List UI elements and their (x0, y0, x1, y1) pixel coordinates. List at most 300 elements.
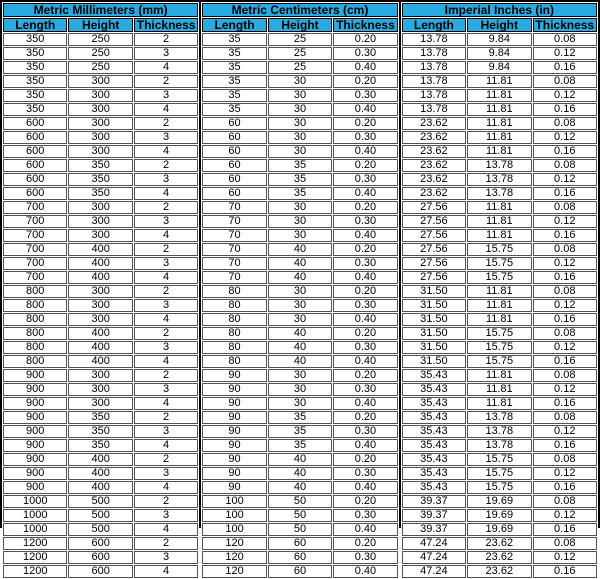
table-cell: 31.50 (402, 341, 466, 354)
table-cell: 2 (134, 537, 198, 550)
table-cell: 0.12 (533, 257, 597, 270)
table-cell: 900 (3, 467, 67, 480)
group-table-cm (201, 2, 398, 579)
table-row (202, 215, 397, 228)
column-header-cm-thickness: Thickness (333, 18, 397, 32)
table-row (202, 89, 397, 102)
table-row (402, 425, 597, 438)
table-cell: 0.30 (333, 299, 397, 312)
table-groups (2, 2, 598, 577)
table-cell: 70 (202, 257, 266, 270)
table-row (3, 229, 198, 242)
table-row (202, 383, 397, 396)
table-cell: 90 (202, 397, 266, 410)
table-cell: 13.78 (467, 159, 531, 172)
table-cell: 40 (268, 355, 332, 368)
table-cell: 0.20 (333, 327, 397, 340)
table-cell: 800 (3, 299, 67, 312)
table-cell: 80 (202, 355, 266, 368)
table-cell: 0.12 (533, 299, 597, 312)
table-row (402, 411, 597, 424)
table-row (402, 243, 597, 256)
group-title-in: Imperial Inches (in) (402, 3, 597, 17)
table-cell: 0.40 (333, 145, 397, 158)
table-row (402, 257, 597, 270)
table-cell: 400 (68, 257, 132, 270)
table-cell: 0.20 (333, 537, 397, 550)
table-row (3, 481, 198, 494)
table-cell: 350 (68, 173, 132, 186)
table-cell: 100 (202, 523, 266, 536)
table-cell: 0.16 (533, 145, 597, 158)
column-header-mm-height: Height (68, 18, 132, 32)
table-row (3, 243, 198, 256)
table-cell: 4 (134, 103, 198, 116)
table-cell: 2 (134, 411, 198, 424)
table-cell: 500 (68, 509, 132, 522)
table-cell: 13.78 (402, 103, 466, 116)
table-row (3, 131, 198, 144)
table-cell: 35.43 (402, 397, 466, 410)
table-row (3, 145, 198, 158)
table-cell: 2 (134, 159, 198, 172)
table-row (3, 285, 198, 298)
table-cell: 11.81 (467, 383, 531, 396)
table-cell: 60 (202, 187, 266, 200)
table-cell: 50 (268, 523, 332, 536)
table-cell: 600 (3, 145, 67, 158)
table-cell: 0.40 (333, 355, 397, 368)
table-cell: 27.56 (402, 243, 466, 256)
table-cell: 11.81 (467, 285, 531, 298)
table-cell: 35 (268, 425, 332, 438)
table-cell: 2 (134, 327, 198, 340)
table-cell: 900 (3, 397, 67, 410)
table-cell: 13.78 (467, 173, 531, 186)
table-row (402, 495, 597, 508)
table-cell: 50 (268, 495, 332, 508)
table-row (3, 369, 198, 382)
table-cell: 300 (68, 397, 132, 410)
table-cell: 2 (134, 453, 198, 466)
table-row (402, 201, 597, 214)
table-cell: 300 (68, 201, 132, 214)
table-cell: 1000 (3, 495, 67, 508)
table-cell: 11.81 (467, 313, 531, 326)
table-cell: 350 (3, 61, 67, 74)
table-cell: 39.37 (402, 523, 466, 536)
table-row (3, 47, 198, 60)
table-cell: 0.08 (533, 453, 597, 466)
table-cell: 60 (268, 551, 332, 564)
table-cell: 30 (268, 145, 332, 158)
table-cell: 300 (68, 131, 132, 144)
table-row (3, 215, 198, 228)
table-row (402, 439, 597, 452)
table-row (402, 61, 597, 74)
table-cell: 800 (3, 327, 67, 340)
table-row (202, 369, 397, 382)
table-cell: 70 (202, 201, 266, 214)
table-cell: 30 (268, 313, 332, 326)
table-cell: 900 (3, 383, 67, 396)
table-row (3, 75, 198, 88)
table-cell: 300 (68, 229, 132, 242)
table-cell: 40 (268, 341, 332, 354)
table-cell: 400 (68, 327, 132, 340)
table-cell: 0.20 (333, 495, 397, 508)
table-cell: 2 (134, 75, 198, 88)
table-cell: 1200 (3, 565, 67, 578)
table-cell: 0.20 (333, 243, 397, 256)
table-cell: 47.24 (402, 565, 466, 578)
table-cell: 0.40 (333, 271, 397, 284)
table-row (202, 523, 397, 536)
table-cell: 30 (268, 299, 332, 312)
table-row (402, 75, 597, 88)
table-cell: 120 (202, 551, 266, 564)
table-cell: 0.30 (333, 257, 397, 270)
table-cell: 700 (3, 257, 67, 270)
table-row (402, 467, 597, 480)
table-cell: 30 (268, 285, 332, 298)
table-cell: 0.40 (333, 229, 397, 242)
table-row (402, 89, 597, 102)
table-row (202, 341, 397, 354)
table-cell: 0.40 (333, 565, 397, 578)
table-cell: 11.81 (467, 229, 531, 242)
table-cell: 500 (68, 495, 132, 508)
table-row (402, 145, 597, 158)
table-cell: 3 (134, 509, 198, 522)
table-cell: 11.81 (467, 299, 531, 312)
table-cell: 0.16 (533, 103, 597, 116)
table-cell: 4 (134, 523, 198, 536)
table-cell: 700 (3, 229, 67, 242)
table-cell: 90 (202, 383, 266, 396)
table-row (3, 61, 198, 74)
table-row (202, 75, 397, 88)
table-cell: 30 (268, 89, 332, 102)
table-cell: 3 (134, 551, 198, 564)
table-row (402, 509, 597, 522)
table-cell: 0.12 (533, 383, 597, 396)
table-row (3, 341, 198, 354)
table-cell: 600 (3, 187, 67, 200)
table-cell: 4 (134, 145, 198, 158)
table-cell: 11.81 (467, 117, 531, 130)
table-row (3, 103, 198, 116)
table-row (3, 299, 198, 312)
table-cell: 1000 (3, 509, 67, 522)
table-cell: 100 (202, 509, 266, 522)
table-cell: 31.50 (402, 299, 466, 312)
table-cell: 40 (268, 467, 332, 480)
table-row (402, 453, 597, 466)
table-cell: 3 (134, 299, 198, 312)
table-cell: 3 (134, 89, 198, 102)
table-cell: 400 (68, 355, 132, 368)
table-row (402, 313, 597, 326)
table-cell: 19.69 (467, 509, 531, 522)
table-cell: 27.56 (402, 271, 466, 284)
table-cell: 0.12 (533, 425, 597, 438)
table-row (202, 565, 397, 578)
table-row (402, 131, 597, 144)
table-cell: 0.40 (333, 103, 397, 116)
table-cell: 0.16 (533, 355, 597, 368)
table-row (202, 117, 397, 130)
table-cell: 23.62 (402, 173, 466, 186)
table-cell: 0.08 (533, 537, 597, 550)
table-cell: 400 (68, 453, 132, 466)
table-cell: 0.30 (333, 173, 397, 186)
table-cell: 60 (202, 159, 266, 172)
table-row (402, 341, 597, 354)
table-cell: 700 (3, 243, 67, 256)
table-cell: 60 (202, 131, 266, 144)
table-row (402, 383, 597, 396)
table-row (402, 173, 597, 186)
table-cell: 800 (3, 341, 67, 354)
table-row (202, 201, 397, 214)
table-cell: 11.81 (467, 369, 531, 382)
table-cell: 0.40 (333, 313, 397, 326)
table-cell: 11.81 (467, 89, 531, 102)
table-row (3, 551, 198, 564)
table-cell: 30 (268, 397, 332, 410)
table-row (3, 257, 198, 270)
table-row (3, 509, 198, 522)
table-row (402, 327, 597, 340)
table-cell: 600 (3, 173, 67, 186)
table-cell: 23.62 (467, 565, 531, 578)
table-cell: 0.12 (533, 215, 597, 228)
table-cell: 0.08 (533, 369, 597, 382)
group-title-mm: Metric Millimeters (mm) (3, 3, 198, 17)
table-row (202, 187, 397, 200)
table-cell: 80 (202, 285, 266, 298)
table-cell: 25 (268, 47, 332, 60)
table-cell: 4 (134, 355, 198, 368)
table-cell: 4 (134, 229, 198, 242)
table-cell: 0.30 (333, 551, 397, 564)
table-cell: 1200 (3, 537, 67, 550)
table-cell: 23.62 (467, 551, 531, 564)
table-row (402, 47, 597, 60)
table-cell: 300 (68, 383, 132, 396)
table-cell: 15.75 (467, 327, 531, 340)
group-table-in (401, 2, 598, 579)
table-cell: 600 (3, 117, 67, 130)
table-cell: 3 (134, 257, 198, 270)
table-row (3, 313, 198, 326)
table-cell: 3 (134, 383, 198, 396)
table-cell: 400 (68, 467, 132, 480)
table-cell: 11.81 (467, 103, 531, 116)
table-row (3, 383, 198, 396)
table-cell: 35 (268, 411, 332, 424)
table-cell: 90 (202, 467, 266, 480)
table-row (402, 159, 597, 172)
table-cell: 900 (3, 439, 67, 452)
table-cell: 60 (202, 173, 266, 186)
table-cell: 35.43 (402, 481, 466, 494)
group-title-cm: Metric Centimeters (cm) (202, 3, 397, 17)
table-cell: 90 (202, 453, 266, 466)
table-cell: 0.08 (533, 327, 597, 340)
table-cell: 0.20 (333, 369, 397, 382)
table-cell: 25 (268, 61, 332, 74)
table-row (202, 159, 397, 172)
table-cell: 15.75 (467, 355, 531, 368)
table-cell: 0.16 (533, 565, 597, 578)
table-cell: 0.08 (533, 75, 597, 88)
table-cell: 100 (202, 495, 266, 508)
table-row (3, 89, 198, 102)
table-cell: 13.78 (402, 61, 466, 74)
table-cell: 31.50 (402, 355, 466, 368)
table-cell: 0.16 (533, 313, 597, 326)
table-cell: 350 (3, 75, 67, 88)
table-cell: 35 (268, 439, 332, 452)
table-cell: 35 (202, 89, 266, 102)
table-cell: 40 (268, 257, 332, 270)
table-row (202, 131, 397, 144)
table-row (202, 439, 397, 452)
table-row (402, 285, 597, 298)
table-cell: 900 (3, 411, 67, 424)
table-row (202, 173, 397, 186)
table-cell: 19.69 (467, 495, 531, 508)
table-row (402, 551, 597, 564)
table-cell: 350 (68, 439, 132, 452)
table-row (3, 537, 198, 550)
table-cell: 0.08 (533, 243, 597, 256)
table-cell: 39.37 (402, 509, 466, 522)
table-cell: 0.08 (533, 159, 597, 172)
table-row (202, 229, 397, 242)
table-cell: 70 (202, 229, 266, 242)
table-cell: 4 (134, 271, 198, 284)
table-cell: 35.43 (402, 467, 466, 480)
table-cell: 31.50 (402, 313, 466, 326)
table-cell: 800 (3, 313, 67, 326)
column-header-in-thickness: Thickness (533, 18, 597, 32)
column-header-mm-thickness: Thickness (134, 18, 198, 32)
table-row (3, 397, 198, 410)
table-cell: 0.30 (333, 89, 397, 102)
table-cell: 19.69 (467, 523, 531, 536)
table-cell: 0.30 (333, 341, 397, 354)
table-cell: 40 (268, 327, 332, 340)
table-cell: 3 (134, 47, 198, 60)
table-row (202, 495, 397, 508)
table-cell: 700 (3, 201, 67, 214)
table-cell: 23.62 (402, 145, 466, 158)
table-cell: 70 (202, 215, 266, 228)
table-cell: 0.30 (333, 383, 397, 396)
table-cell: 0.20 (333, 411, 397, 424)
table-cell: 400 (68, 341, 132, 354)
table-cell: 30 (268, 117, 332, 130)
table-cell: 350 (68, 159, 132, 172)
table-cell: 47.24 (402, 551, 466, 564)
table-cell: 23.62 (402, 187, 466, 200)
table-cell: 350 (3, 33, 67, 46)
table-cell: 40 (268, 271, 332, 284)
table-row (202, 313, 397, 326)
table-cell: 15.75 (467, 453, 531, 466)
table-cell: 13.78 (467, 439, 531, 452)
table-row (202, 467, 397, 480)
table-cell: 15.75 (467, 271, 531, 284)
table-cell: 0.30 (333, 509, 397, 522)
table-cell: 11.81 (467, 397, 531, 410)
table-cell: 2 (134, 495, 198, 508)
table-cell: 0.40 (333, 187, 397, 200)
table-cell: 400 (68, 271, 132, 284)
table-cell: 11.81 (467, 215, 531, 228)
table-row (202, 285, 397, 298)
table-cell: 350 (3, 47, 67, 60)
table-cell: 300 (68, 369, 132, 382)
table-cell: 3 (134, 467, 198, 480)
table-row (3, 173, 198, 186)
table-cell: 500 (68, 523, 132, 536)
table-cell: 3 (134, 131, 198, 144)
table-cell: 1000 (3, 523, 67, 536)
table-cell: 23.62 (402, 159, 466, 172)
table-cell: 0.16 (533, 61, 597, 74)
table-cell: 9.84 (467, 33, 531, 46)
table-row (402, 355, 597, 368)
table-cell: 800 (3, 285, 67, 298)
table-cell: 2 (134, 285, 198, 298)
table-cell: 90 (202, 369, 266, 382)
table-cell: 30 (268, 131, 332, 144)
table-cell: 1200 (3, 551, 67, 564)
table-cell: 15.75 (467, 243, 531, 256)
table-cell: 0.08 (533, 117, 597, 130)
table-cell: 80 (202, 341, 266, 354)
table-cell: 15.75 (467, 481, 531, 494)
table-cell: 350 (3, 103, 67, 116)
table-row (3, 453, 198, 466)
table-cell: 600 (3, 131, 67, 144)
table-row (402, 565, 597, 578)
table-cell: 30 (268, 75, 332, 88)
table-cell: 300 (68, 299, 132, 312)
table-cell: 80 (202, 299, 266, 312)
table-cell: 60 (268, 565, 332, 578)
table-row (402, 299, 597, 312)
table-row (202, 551, 397, 564)
table-row (202, 103, 397, 116)
table-cell: 0.12 (533, 89, 597, 102)
table-row (3, 201, 198, 214)
table-row (202, 257, 397, 270)
column-header-in-height: Height (467, 18, 531, 32)
table-cell: 4 (134, 61, 198, 74)
table-cell: 15.75 (467, 341, 531, 354)
table-row (402, 271, 597, 284)
table-cell: 11.81 (467, 201, 531, 214)
table-cell: 50 (268, 509, 332, 522)
table-cell: 0.30 (333, 47, 397, 60)
table-cell: 0.40 (333, 481, 397, 494)
table-cell: 2 (134, 117, 198, 130)
